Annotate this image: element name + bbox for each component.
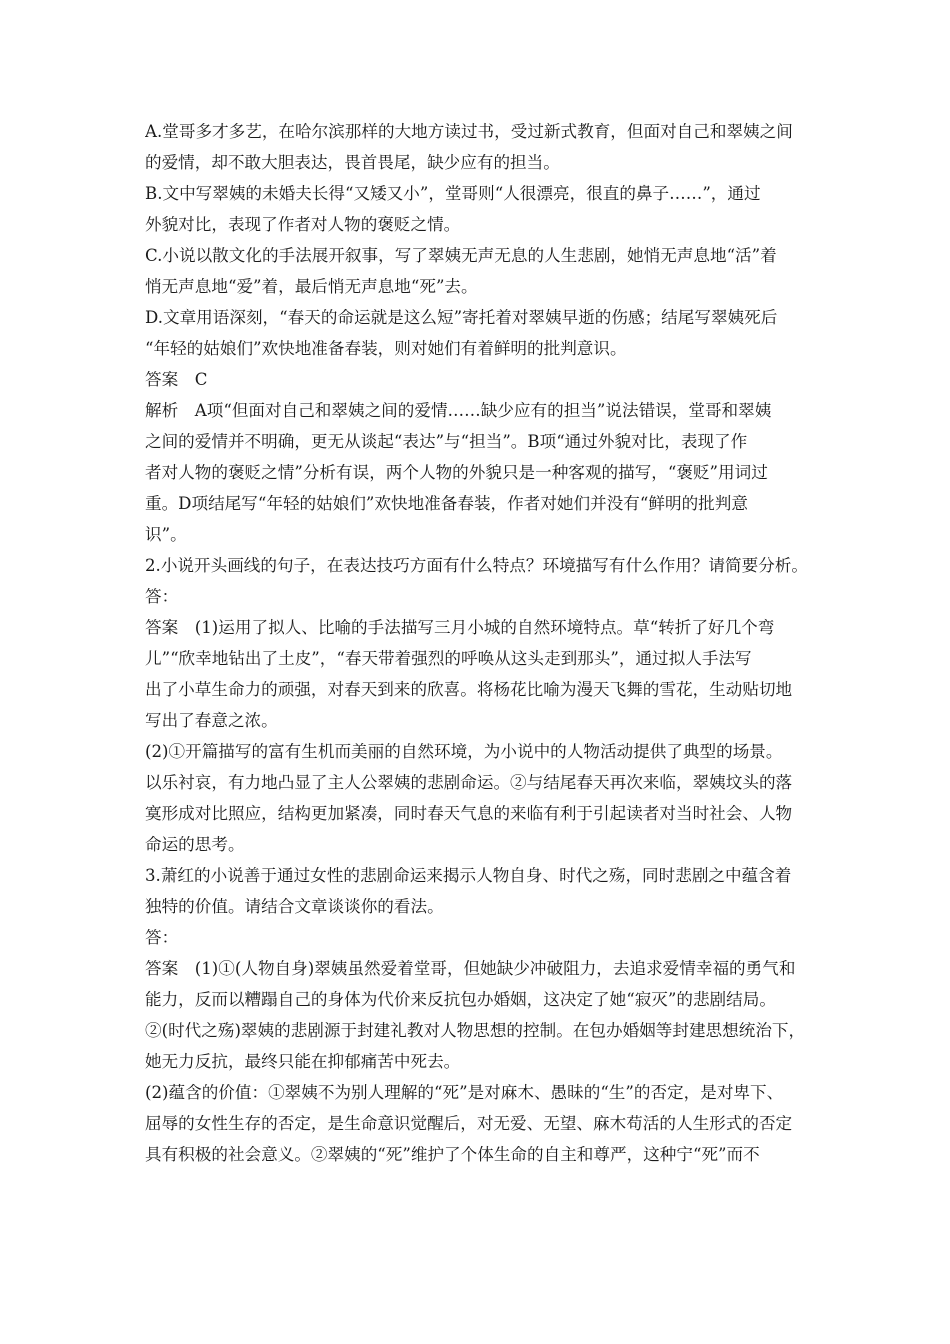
analysis-line-3: 者对人物的褒贬之情”分析有误，两个人物的外貌只是一种客观的描写，“褒贬”用词过: [145, 463, 768, 482]
option-c-line-2: 悄无声息地“爱”着，最后悄无声息地“死”去。: [145, 277, 478, 296]
option-b-line-2: 外貌对比，表现了作者对人物的褒贬之情。: [145, 215, 461, 234]
answer-prompt-3: 答：: [145, 928, 179, 947]
analysis-line-1: 解析 A项“但面对自己和翠姨之间的爱情……缺少应有的担当”说法错误，堂哥和翠姨: [145, 401, 772, 420]
document-page: [145, 116, 813, 1170]
option-d-line-1: D.文章用语深刻，“春天的命运就是这么短”寄托着对翠姨早逝的伤感；结尾写翠姨死后: [145, 308, 778, 327]
analysis-line-4: 重。D项结尾写“年轻的姑娘们”欢快地准备春装，作者对她们并没有“鲜明的批判意: [145, 494, 748, 513]
option-d-line-2: “年轻的姑娘们”欢快地准备春装，则对她们有着鲜明的批判意识。: [145, 339, 627, 358]
answer-2-line-6: 以乐衬哀，有力地凸显了主人公翠姨的悲剧命运。②与结尾春天再次来临，翠姨坟头的落: [145, 773, 793, 792]
answer-3-line-7: 具有积极的社会意义。②翠姨的“死”维护了个体生命的自主和尊严，这种宁“死”而不: [145, 1145, 760, 1164]
answer-3-line-1: 答案 (1)①(人物自身)翠姨虽然爱着堂哥，但她缺少冲破阻力，去追求爱情幸福的勇气和: [145, 959, 796, 978]
answer-2-line-5: (2)①开篇描写的富有生机而美丽的自然环境，为小说中的人物活动提供了典型的场景。: [145, 742, 783, 761]
question-3-line-1: 3.萧红的小说善于通过女性的悲剧命运来揭示人物自身、时代之殇，同时悲剧之中蕴含着: [145, 866, 792, 885]
answer-3-line-2: 能力，反而以糟蹋自己的身体为代价来反抗包办婚姻，这决定了她“寂灭”的悲剧结局。: [145, 990, 776, 1009]
answer-2-line-4: 写出了春意之浓。: [145, 711, 278, 730]
answer-3-line-4: 她无力反抗，最终只能在抑郁痛苦中死去。: [145, 1052, 461, 1071]
answer-3-line-6: 屈辱的女性生存的否定，是生命意识觉醒后，对无爱、无望、麻木苟活的人生形式的否定: [145, 1114, 793, 1133]
answer-1: 答案 C: [145, 370, 208, 389]
option-c-line-1: C.小说以散文化的手法展开叙事，写了翠姨无声无息的人生悲剧，她悄无声息地“活”着: [145, 246, 777, 265]
answer-2-line-7: 寞形成对比照应，结构更加紧凑，同时春天气息的来临有利于引起读者对当时社会、人物: [145, 804, 793, 823]
answer-2-line-3: 出了小草生命力的顽强，对春天到来的欣喜。将杨花比喻为漫天飞舞的雪花，生动贴切地: [145, 680, 793, 699]
option-a-line-1: A.堂哥多才多艺，在哈尔滨那样的大地方读过书，受过新式教育，但面对自己和翠姨之间: [145, 122, 793, 141]
option-a-line-2: 的爱情，却不敢大胆表达，畏首畏尾，缺少应有的担当。: [145, 153, 560, 172]
option-b-line-1: B.文中写翠姨的未婚夫长得“又矮又小”，堂哥则“人很漂亮，很直的鼻子……”，通过: [145, 184, 761, 203]
question-2: 2.小说开头画线的句子，在表达技巧方面有什么特点？环境描写有什么作用？请简要分析。: [145, 556, 808, 575]
analysis-line-2: 之间的爱情并不明确，更无从谈起“表达”与“担当”。B项“通过外貌对比，表现了作: [145, 432, 748, 451]
answer-2-line-1: 答案 (1)运用了拟人、比喻的手法描写三月小城的自然环境特点。草“转折了好几个弯: [145, 618, 775, 637]
answer-prompt-2: 答：: [145, 587, 179, 606]
analysis-line-5: 识”。: [145, 525, 187, 544]
answer-3-line-5: (2)蕴含的价值：①翠姨不为别人理解的“死”是对麻木、愚昧的“生”的否定，是对卑下、: [145, 1083, 784, 1102]
answer-2-line-2: 儿”“欣幸地钻出了土皮”，“春天带着强烈的呼唤从这头走到那头”，通过拟人手法写: [145, 649, 752, 668]
answer-2-line-8: 命运的思考。: [145, 835, 245, 854]
question-3-line-2: 独特的价值。请结合文章谈谈你的看法。: [145, 897, 444, 916]
answer-3-line-3: ②(时代之殇)翠姨的悲剧源于封建礼教对人物思想的控制。在包办婚姻等封建思想统治下，: [145, 1021, 806, 1040]
